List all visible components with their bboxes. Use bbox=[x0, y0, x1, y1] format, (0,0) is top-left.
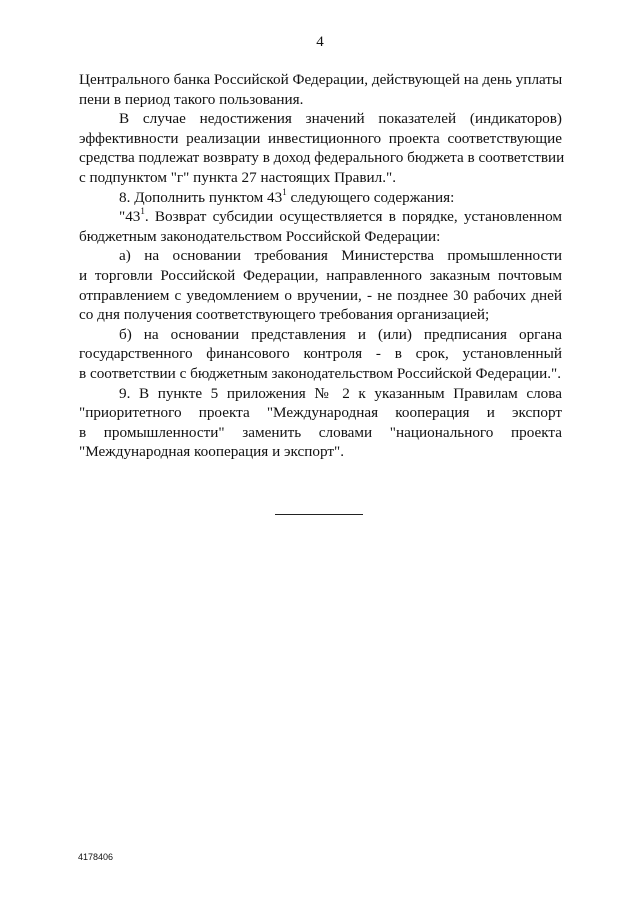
text-line: Центрального банка Российской Федерации, действующей на день уплаты bbox=[79, 71, 563, 88]
text-line: а) на основании требования Министерства промышленности bbox=[119, 247, 562, 265]
text-line: "Международная кооперация и экспорт". bbox=[79, 443, 345, 461]
superscript: 1 bbox=[140, 206, 145, 217]
paragraph-subitem-a bbox=[79, 246, 562, 324]
text-fragment: следующего содержания: bbox=[286, 188, 455, 206]
text-line: с подпунктом "г" пункта 27 настоящих Правил.". bbox=[79, 168, 397, 186]
text-line: и торговли Российской Федерации, направленного заказным почтовым bbox=[79, 266, 562, 284]
text-line: государственного финансового контроля - в срок, установленный bbox=[79, 345, 562, 363]
paragraph-subitem-b bbox=[79, 325, 562, 384]
text-line: 9. В пункте 5 приложения № 2 к указанным Правилам слова bbox=[119, 384, 562, 402]
text-fragment: 8. Дополнить пунктом 43 bbox=[119, 188, 283, 206]
text-line: В случае недостижения значений показателей (индикаторов) bbox=[119, 110, 562, 128]
text-line bbox=[79, 188, 562, 208]
document-code: 4178406 bbox=[78, 852, 114, 862]
paragraph-failure-to-reach-indicators bbox=[79, 109, 565, 187]
paragraph-item-9 bbox=[79, 384, 562, 462]
document-body bbox=[79, 70, 565, 462]
text-line: со дня получения соответствующего требования организацией; bbox=[79, 306, 490, 324]
superscript: 1 bbox=[282, 186, 287, 197]
paragraph-continuation bbox=[79, 70, 562, 109]
text-line: пени в период такого пользования. bbox=[79, 90, 304, 108]
text-line: "приоритетного проекта "Международная кооперация и экспорт bbox=[79, 404, 562, 422]
text-line: отправлением с уведомлением о вручении, - не позднее 30 рабочих дней bbox=[79, 286, 562, 304]
text-fragment: . Возврат субсидии осуществляется в порядке, установленном bbox=[144, 208, 562, 226]
page-number: 4 bbox=[316, 34, 324, 50]
paragraph-item-8 bbox=[79, 188, 562, 208]
end-separator-line bbox=[275, 514, 363, 515]
text-line: бюджетным законодательством Российской Федерации: bbox=[79, 227, 441, 245]
text-line: в соответствии с бюджетным законодательством Российской Федерации.". bbox=[79, 364, 562, 382]
paragraph-clause-43-1 bbox=[79, 207, 562, 246]
text-fragment: "43 bbox=[119, 208, 141, 226]
text-line bbox=[79, 207, 562, 227]
text-line: в промышленности" заменить словами "национального проекта bbox=[79, 423, 562, 441]
text-line: средства подлежат возврату в доход федерального бюджета в соответствии bbox=[79, 149, 565, 167]
text-line: б) на основании представления и (или) предписания органа bbox=[119, 325, 562, 343]
text-line: эффективности реализации инвестиционного проекта соответствующие bbox=[79, 129, 562, 147]
